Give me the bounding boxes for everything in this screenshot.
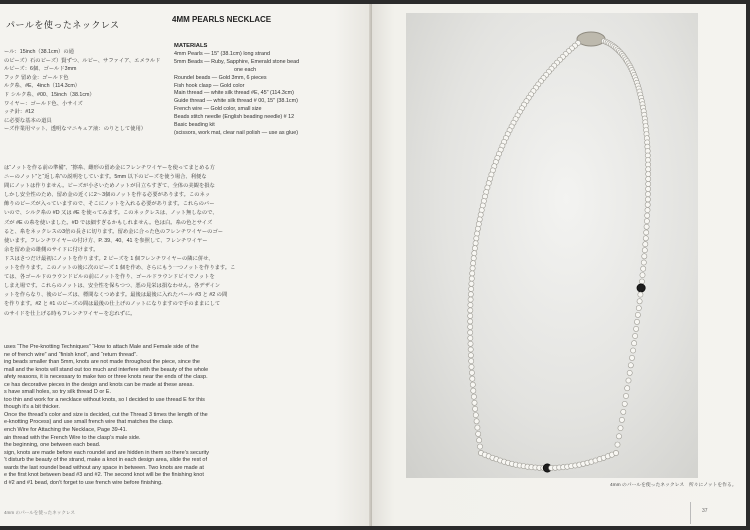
pearl bbox=[468, 313, 473, 318]
pearl bbox=[468, 324, 473, 329]
body-line-jp: ズが #E の糸を使いました。#D では細すぎるかもしれません。色は白。糸の色とサイズ bbox=[4, 219, 213, 226]
pearl bbox=[641, 260, 646, 265]
instructions-jp bbox=[4, 164, 314, 319]
pearl bbox=[629, 355, 634, 360]
pearl bbox=[625, 386, 630, 391]
material-line: French wire — Gold color, small size bbox=[174, 106, 262, 113]
pearl bbox=[626, 378, 631, 383]
pearl bbox=[631, 348, 636, 353]
pearl bbox=[644, 224, 649, 229]
pearl bbox=[646, 167, 651, 172]
body-line-en: Once the thread’s color and size is decided, cut the Thread 3 times the length of the bbox=[4, 411, 208, 418]
pearl bbox=[645, 197, 650, 202]
body-line-jp: を作ります。#2 と #1 のビーズの間は最後の仕上げのノットになりますので手のままにして bbox=[4, 301, 221, 308]
material-line-jp: のビーズ）石のビーズ）賢ずつ、ルビー、サファイア、エメラルド bbox=[4, 57, 161, 64]
body-line-jp: ると、糸をネックレスの3倍の長さに切ります。留め金に合った色のフレンチワイヤーのゴー bbox=[4, 228, 224, 235]
material-line-jp: フック 留め金：ゴールド色 bbox=[4, 74, 69, 81]
materials-list-en bbox=[174, 43, 354, 138]
material-line-jp: ワイヤー：ゴールド色、小サイズ bbox=[4, 100, 83, 107]
pearl bbox=[470, 266, 475, 271]
material-line-jp: ーズ作業用マット、透明なマニキュア液：のりとして使用） bbox=[4, 126, 147, 133]
material-line-jp: に必要な基本の道具 bbox=[4, 117, 52, 124]
pearl bbox=[628, 363, 633, 368]
pearl bbox=[632, 341, 637, 346]
pearl bbox=[469, 359, 474, 364]
body-line-jp: いので、シルク糸の #D 又は #E を使ってみます。このネックレスは、ノット無しなので、 bbox=[4, 210, 218, 217]
pearl bbox=[468, 330, 473, 335]
pearl bbox=[469, 286, 474, 291]
pearl bbox=[469, 364, 474, 369]
body-line-en: ce has decorative pieces in the design and knots can be made at these areas. bbox=[4, 381, 194, 388]
pearl bbox=[645, 213, 650, 218]
pearl bbox=[634, 319, 639, 324]
body-line-jp: のサイドを仕上げる時もフレンチワイヤーを忘れずに。 bbox=[4, 310, 136, 317]
photo-caption: 4mm のパールを使ったネックレス 所々にノットを作る。 bbox=[610, 483, 737, 488]
pearl bbox=[478, 212, 483, 217]
pearl bbox=[475, 231, 480, 236]
material-line-jp: ッチ針：#12 bbox=[4, 109, 35, 116]
pearl bbox=[643, 236, 648, 241]
material-line: one each bbox=[234, 66, 257, 73]
pearl bbox=[646, 176, 651, 181]
pearl bbox=[645, 202, 650, 207]
pearl bbox=[473, 413, 478, 418]
pearl bbox=[468, 297, 473, 302]
pearl bbox=[473, 406, 478, 411]
material-line: Fish hook clasp — Gold color bbox=[174, 82, 245, 89]
pearl bbox=[637, 299, 642, 304]
pearl bbox=[477, 217, 482, 222]
body-line-en: though it’s a bit thicker. bbox=[4, 404, 60, 411]
pearl bbox=[635, 312, 640, 317]
body-line-en: ing beads smaller than 5mm, knots are not made throughout the piece, since the bbox=[4, 359, 200, 366]
pearl bbox=[615, 442, 620, 447]
body-line-jp: ットを作らなり、後のビーズは、標間なくつめます。最後は最後に入れたパール #3 と #2 の間 bbox=[4, 292, 228, 299]
pearl bbox=[646, 181, 651, 186]
pearl bbox=[472, 251, 477, 256]
material-line: 5mm Beads — Ruby, Sapphire, Emerald stone bead bbox=[174, 58, 300, 65]
clasp bbox=[577, 32, 605, 46]
running-footer: 4mm のパールを使ったネックレス bbox=[4, 510, 75, 515]
body-line-en: ain thread with the French Wire to the clasp’s male side. bbox=[4, 434, 141, 441]
material-line-jp: ド シルク糸、#00、15inch（38.1cm） bbox=[4, 91, 95, 98]
pearl bbox=[477, 444, 482, 449]
pearl bbox=[622, 401, 627, 406]
pearl bbox=[644, 219, 649, 224]
body-line-en: ne of french wire” and “finish knot”, and “return thread”. bbox=[4, 351, 138, 358]
body-line-en: ’t disturb the beauty of the strand, make a knot in each design area, slide the rest of bbox=[4, 457, 208, 464]
body-line-jp: 飾りのビーズが入っていますので、そこにノットを入れる必要があります。これらのバー bbox=[4, 201, 215, 208]
body-line-en: d #2 and #1 bead, don’t forget to use french wire before finishing. bbox=[4, 479, 163, 486]
body-line-en: the beginning, one between each bead. bbox=[4, 442, 101, 449]
pearl bbox=[623, 393, 628, 398]
pearl bbox=[468, 308, 473, 313]
material-line: Basic beading kit bbox=[174, 122, 215, 129]
pearl bbox=[468, 292, 473, 297]
body-line-en: e the first knot between bead #3 and #2. The second knot will be the finishing knot bbox=[4, 472, 204, 479]
pearl bbox=[618, 426, 623, 431]
pearl bbox=[475, 226, 480, 231]
pearl bbox=[645, 208, 650, 213]
pearl bbox=[470, 376, 475, 381]
body-line-en: afety reasons, it is necessary to make two or three knots near the ends of the clasp. bbox=[4, 374, 208, 381]
pearl bbox=[468, 302, 473, 307]
body-line-jp: ットを作ります。このノットの後に次のビーズ 1 個を作め、さらにもう一つノットを作ります。こ bbox=[4, 265, 236, 272]
right-page bbox=[372, 4, 746, 526]
body-line-en: wards the last roundel bead without any space in between. Two knots are made at bbox=[4, 464, 204, 471]
material-line-jp: ルク糸、#E、4inch（114.3cm） bbox=[4, 83, 81, 90]
pearl bbox=[633, 333, 638, 338]
body-line-en: too thin and work for a necklace without knots, so I decided to use thread E for this bbox=[4, 396, 205, 403]
pearl bbox=[476, 222, 481, 227]
pearl bbox=[641, 266, 646, 271]
body-line-jp: は“ノットを作る前の準備”、“擦糸、雌形の留め金にフレンチワイヤーを使ってまとめる方 bbox=[4, 165, 215, 171]
page-title-jp: パールを使ったネックレス bbox=[6, 20, 120, 30]
materials-heading: MATERIALS bbox=[174, 43, 208, 49]
pearl bbox=[643, 242, 648, 247]
body-line-jp: ては、各ゴールドのラウンドビルの前にノットを作り、ゴールドラウンドビイでノットを bbox=[4, 274, 215, 281]
pearl bbox=[640, 273, 645, 278]
pearl bbox=[636, 306, 641, 311]
necklace-illustration bbox=[406, 13, 698, 478]
pearl bbox=[638, 292, 643, 297]
pearl bbox=[472, 400, 477, 405]
pearl bbox=[474, 419, 479, 424]
material-line: Main thread — white silk thread #E, 45" (114.3cm) bbox=[174, 90, 294, 97]
pearl bbox=[616, 434, 621, 439]
body-line-en: mall and the knots will stand out too much and interfere with the beauty of the whole bbox=[4, 366, 209, 373]
pearl bbox=[639, 279, 644, 284]
pearl bbox=[469, 370, 474, 375]
material-line-jp: ルビーズ：6個、ゴールド3mm bbox=[4, 66, 77, 73]
pearl bbox=[474, 236, 479, 241]
body-line-en: e-knotting Process) and use small french wire that matches the clasp. bbox=[4, 419, 174, 426]
body-line-jp: ドスはさつだけ最初にノットを作ります。2 ビーズを 1 個フレンチワイヤーの隣に併せ、 bbox=[4, 255, 214, 262]
body-line-jp: 余を留め金の雄側のサイドに付けます。 bbox=[4, 246, 99, 253]
pearl bbox=[470, 271, 475, 276]
body-line-jp: 使います。フレンチワイヤーの付け方、P. 39、40、41 を参照して、フレンチワイヤー bbox=[4, 237, 208, 244]
body-line-jp: 間にノットは作りません。ビーズが小さいためノットが目立ちすぎて、全体の美観を損な bbox=[4, 183, 215, 190]
stone-bead bbox=[637, 284, 645, 292]
pearl bbox=[627, 370, 632, 375]
material-line: Roundel beads — Gold 3mm, 6 pieces bbox=[174, 74, 267, 81]
material-line: (scissors, work mat, clear nail polish — use as glue) bbox=[174, 129, 299, 136]
pearl bbox=[470, 382, 475, 387]
material-line: 4mm Pearls — 15" (38.1cm) long strand bbox=[174, 50, 270, 57]
footer-rule bbox=[690, 502, 691, 524]
pearl bbox=[646, 186, 651, 191]
pearl bbox=[468, 341, 473, 346]
pearl bbox=[468, 347, 473, 352]
pearl bbox=[477, 438, 482, 443]
body-line-en: sign, knots are made before each roundel and are hidden in them so there’s security bbox=[4, 449, 210, 456]
pearl bbox=[645, 192, 650, 197]
pearl bbox=[471, 261, 476, 266]
body-line-en: uses “The Pre-knotting Techniques” “How to attach Male and Female side of the bbox=[4, 344, 199, 350]
body-line-en: s have small holes, so try silk thread D or E. bbox=[4, 389, 111, 396]
body-line-jp: しまえ場です。これらのノットは、安全性を保ちつつ、悪の見栄は損なわせん。各デザイン bbox=[4, 283, 221, 290]
page-number: 37 bbox=[702, 508, 708, 514]
pearl bbox=[469, 281, 474, 286]
body-line-en: ench Wire for Attaching the Necklace, Page 39-41. bbox=[4, 427, 128, 434]
necklace-photo bbox=[406, 13, 698, 478]
body-line-jp: ニーのノット”と“返し糸”の説明をしています。5mm 以下のビーズを使う場合、利便な bbox=[4, 174, 207, 181]
pearl bbox=[642, 254, 647, 259]
materials-list-jp bbox=[4, 48, 164, 134]
pearl bbox=[469, 276, 474, 281]
pearl bbox=[468, 353, 473, 358]
pearl bbox=[471, 256, 476, 261]
pearl bbox=[473, 241, 478, 246]
pearl bbox=[471, 394, 476, 399]
pearl bbox=[646, 172, 651, 177]
page-title-en: 4MM PEARLS NECKLACE bbox=[172, 15, 272, 24]
pearl bbox=[471, 388, 476, 393]
pearl bbox=[644, 230, 649, 235]
pearl bbox=[468, 336, 473, 341]
pearl bbox=[472, 246, 477, 251]
material-line-jp: ール：15inch（38.1cm）の通 bbox=[4, 49, 74, 55]
pearl bbox=[468, 319, 473, 324]
pearl bbox=[476, 431, 481, 436]
pearl bbox=[642, 248, 647, 253]
material-line: Guide thread — white silk thread # 00, 15" (38.1cm) bbox=[174, 98, 298, 105]
pearl bbox=[613, 450, 618, 455]
material-line: Beads stitch needle (English beading needle) # 12 bbox=[174, 114, 295, 121]
instructions-en bbox=[4, 344, 322, 487]
pearl bbox=[634, 326, 639, 331]
pearl bbox=[475, 425, 480, 430]
pearl bbox=[621, 409, 626, 414]
body-line-jp: しかし安全性のため、留め金の近くに2～3個のノットを作る必要があります。このネッ bbox=[4, 192, 211, 199]
pearl bbox=[619, 417, 624, 422]
